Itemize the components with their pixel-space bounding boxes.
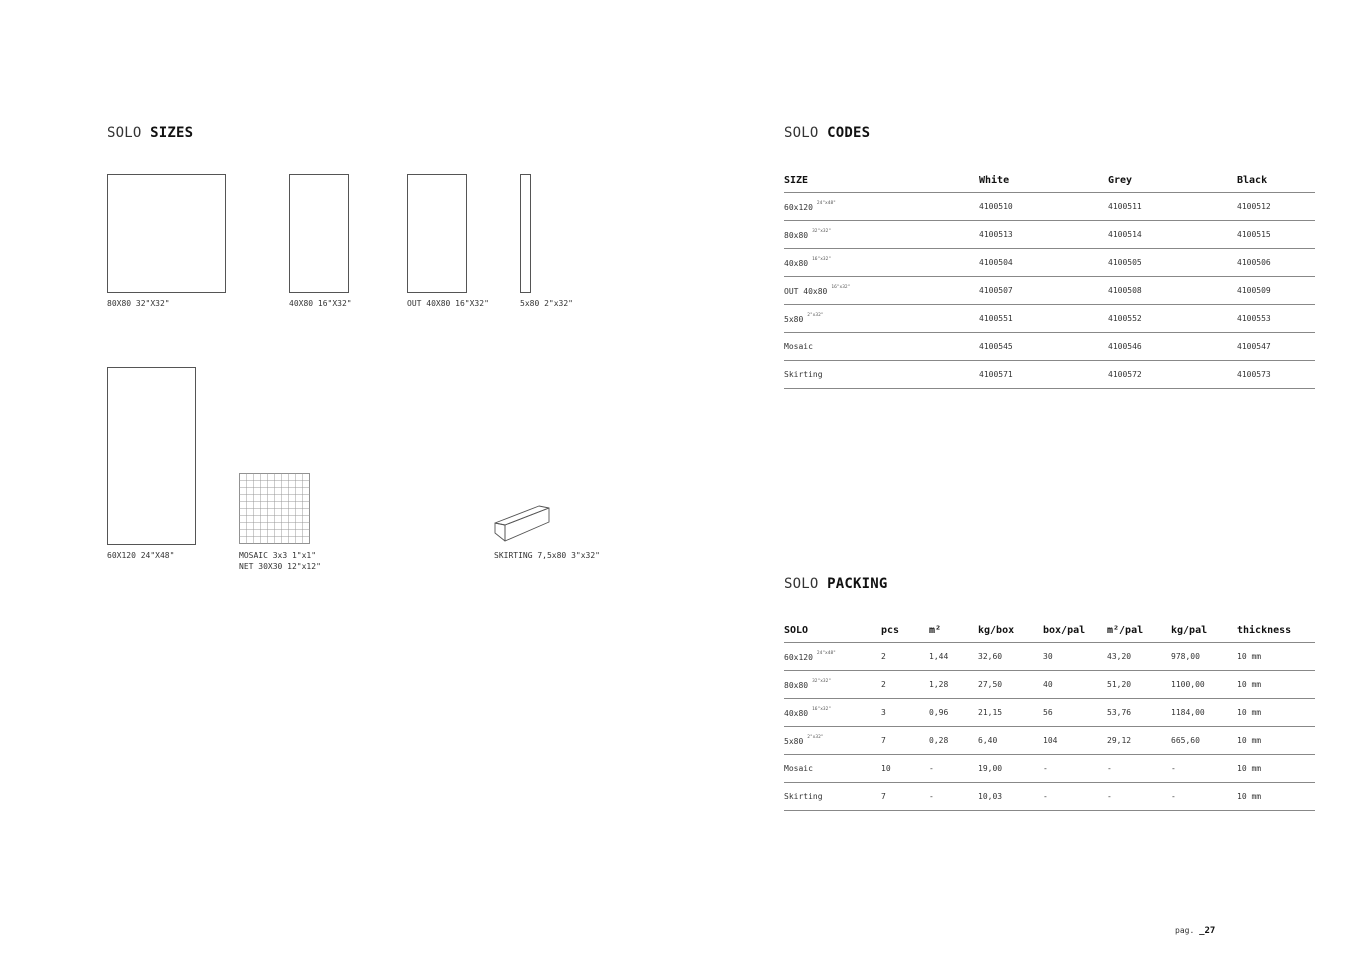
codes-header-row: [784, 158, 1315, 193]
tile-5x80: [520, 174, 531, 293]
tile-40x80-caption: 40X80 16"X32": [289, 299, 352, 308]
table-row: 60x120 $^{24"x48"}$ 4100510 4100511 4100512: [784, 193, 1315, 221]
tile-out-40x80: [407, 174, 467, 293]
codes-header-size: SIZE: [784, 158, 979, 193]
table-row: 5x80 $^{2"x32"}$ 7 0,28 6,40 104 29,12 665,60 10 mm: [784, 727, 1315, 755]
table-row: 40x80 $^{16"x32"}$ 4100504 4100505 4100506: [784, 249, 1315, 277]
mosaic-grid-icon: [239, 473, 311, 545]
table-row: 60x120 $^{24"x48"}$ 2 1,44 32,60 30 43,20 978,00 10 mm: [784, 643, 1315, 671]
codes-title: SOLO CODES: [784, 125, 871, 141]
codes-header-grey: Grey: [1108, 158, 1237, 193]
table-row: Mosaic 10 - 19,00 - - - 10 mm: [784, 755, 1315, 783]
codes-table: [784, 158, 1315, 389]
packing-title: SOLO PACKING: [784, 576, 888, 592]
sizes-title: SOLO SIZES: [107, 125, 194, 141]
tile-out-40x80-caption: OUT 40X80 16"X32": [407, 299, 489, 308]
codes-header-black: Black: [1237, 158, 1315, 193]
tile-60x120: [107, 367, 196, 545]
skirting-icon: [493, 503, 553, 545]
table-row: 40x80 $^{16"x32"}$ 3 0,96 21,15 56 53,76 1184,00 10 mm: [784, 699, 1315, 727]
table-row: Skirting 4100571 4100572 4100573: [784, 361, 1315, 389]
tile-mosaic-caption: MOSAIC 3x3 1"x1" NET 30X30 12"x12": [239, 551, 321, 571]
packing-table: [784, 608, 1315, 811]
table-row: Skirting 7 - 10,03 - - - 10 mm: [784, 783, 1315, 811]
packing-header-row: SOLO pcs m² kg/box box/pal m²/pal kg/pal thickness: [784, 608, 1315, 643]
codes-header-white: White: [979, 158, 1108, 193]
tile-60x120-caption: 60X120 24"X48": [107, 551, 175, 560]
tile-80x80-caption: 80X80 32"X32": [107, 299, 170, 308]
table-row: 80x80 $^{32"x32"}$ 4100513 4100514 4100515: [784, 221, 1315, 249]
tile-40x80: [289, 174, 349, 293]
table-row: OUT 40x80 $^{16"x32"}$ 4100507 4100508 4100509: [784, 277, 1315, 305]
tile-5x80-caption: 5x80 2"x32": [520, 299, 573, 308]
tile-80x80: [107, 174, 226, 293]
table-row: 5x80 $^{2"x32"}$ 4100551 4100552 4100553: [784, 305, 1315, 333]
tile-skirting-caption: SKIRTING 7,5x80 3"x32": [494, 551, 600, 560]
page-number: pag. _27: [1175, 926, 1216, 936]
table-row: 80x80 $^{32"x32"}$ 2 1,28 27,50 40 51,20 1100,00 10 mm: [784, 671, 1315, 699]
table-row: Mosaic 4100545 4100546 4100547: [784, 333, 1315, 361]
